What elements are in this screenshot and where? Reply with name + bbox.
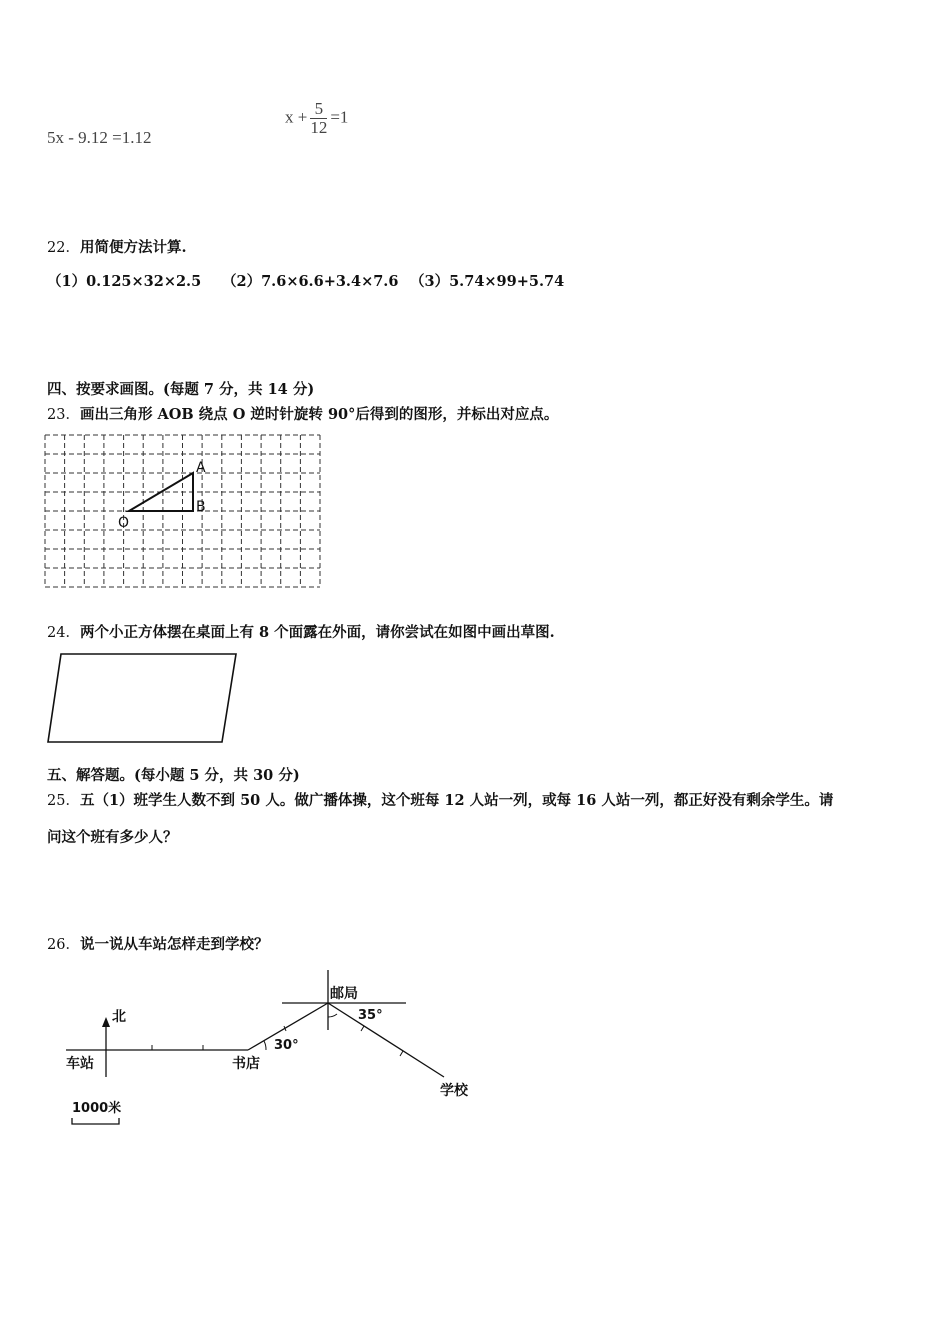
q26-text: 说一说从车站怎样走到学校？ [79,936,269,953]
fraction-denominator: 12 [310,118,328,137]
equation-2-rhs: =1 [330,107,349,127]
q22-part-1: （1）0.125×32×2.5 [47,273,202,290]
q26-number: 26． [47,937,80,953]
label-a: A [196,460,206,476]
angle-30-arc [264,1041,266,1050]
q23-number: 23． [47,407,80,423]
bookstore-label: 书店 [232,1056,260,1072]
north-label: 北 [112,1009,126,1025]
fraction-numerator: 5 [310,100,327,119]
q22-part-2: （2）7.6×6.6+3.4×7.6 [222,273,399,290]
equation-1: 5x - 9.12 =1.12 [47,128,152,147]
q25-prompt-line2: 问这个班有多少人？ [47,829,178,846]
scale-label: 1000米 [72,1101,122,1116]
q26-prompt [47,933,268,954]
q25-prompt-line1 [47,789,833,810]
q22-number: 22． [47,240,80,256]
q24-number: 24． [47,625,80,641]
q22-part-3: （3）5.74×99+5.74 [410,273,565,290]
school-label: 学校 [440,1083,468,1099]
angle-35-arc [328,1014,337,1017]
parallelogram [48,654,236,742]
q25-number: 25． [47,793,80,809]
angle-30-label: 30° [274,1038,299,1053]
equation-2 [285,100,348,137]
section-5-title: 五、解答题。(每小题 5 分，共 30 分) [47,767,300,784]
section-4-title: 四、按要求画图。(每题 7 分，共 14 分) [47,381,315,398]
label-o: O [118,515,130,531]
scale-bar [72,1118,119,1124]
q25-text-line1: 五（1）班学生人数不到 50 人。做广播体操，这个班每 12 人站一列，或每 16 人站一列，都正好没有剩余学生。请 [79,792,834,809]
equation-2-lhs: x + [285,107,308,127]
north-arrow-icon [102,1017,110,1027]
label-b: B [196,499,206,515]
angle-35-label: 35° [358,1008,383,1023]
route-map [60,965,500,1135]
q24-text: 两个小正方体摆在桌面上有 8 个面露在外面，请你尝试在如图中画出草图. [79,624,555,641]
parallelogram-drawing-area [44,650,244,746]
equation-2-fraction [310,100,327,137]
q22-text: 用简便方法计算. [79,239,187,256]
road-post-office-school [328,1003,444,1077]
post-office-label: 邮局 [330,986,358,1002]
q23-prompt [47,403,558,424]
q24-prompt [47,621,555,642]
rotation-grid-figure [40,430,330,595]
q22-prompt [47,236,187,257]
q23-text: 画出三角形 AOB 绕点 O 逆时针旋转 90°后得到的图形，并标出对应点。 [79,406,559,423]
station-label: 车站 [66,1056,94,1072]
